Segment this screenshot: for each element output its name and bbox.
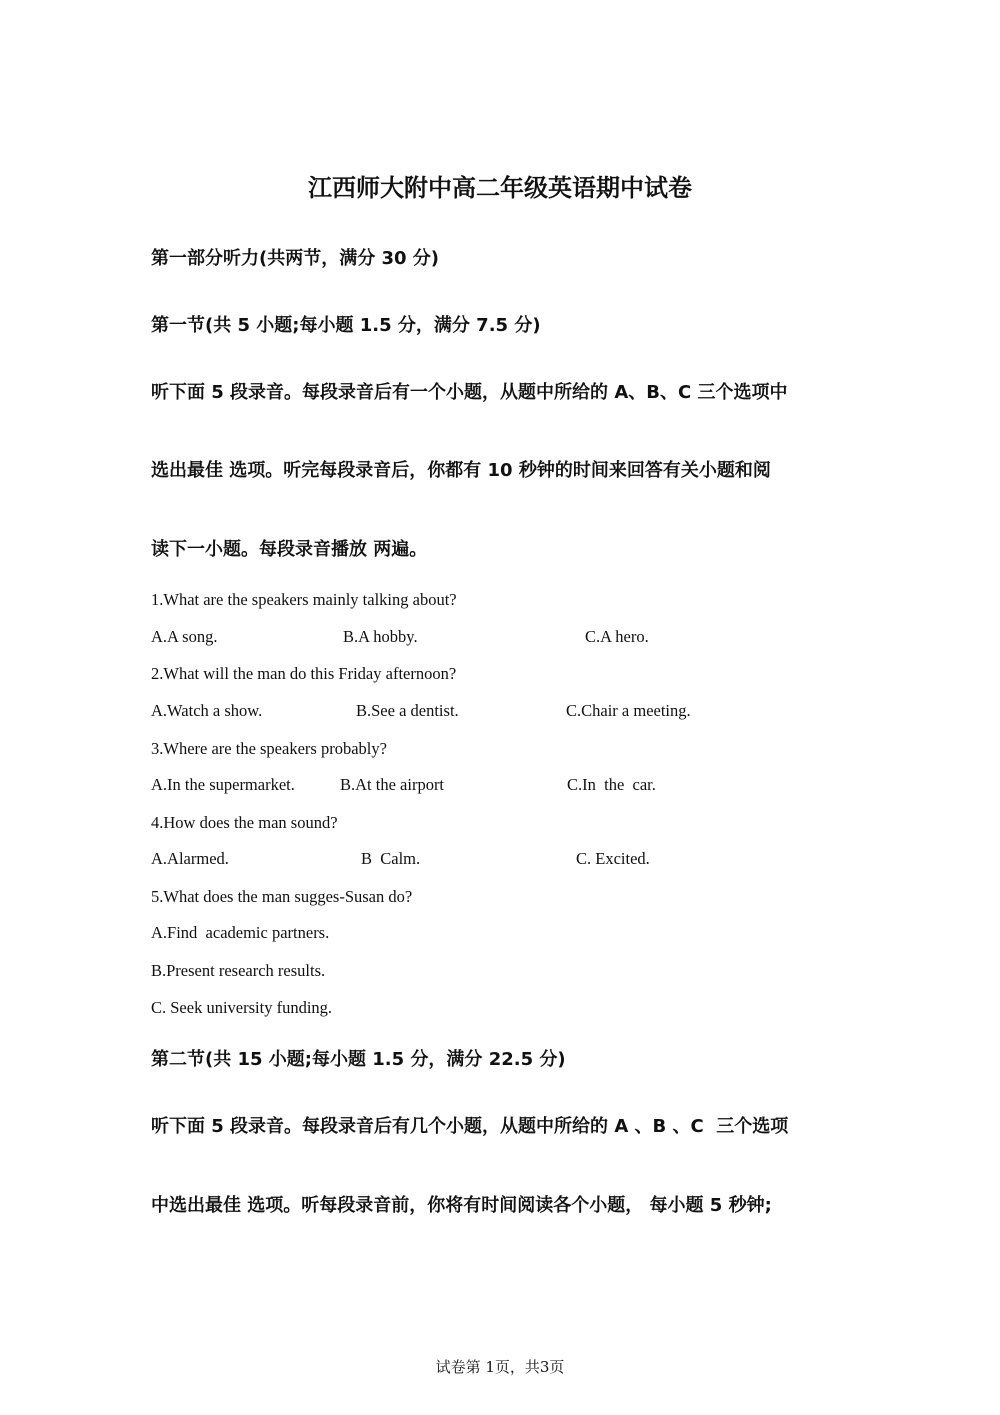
- question-1: 1.What are the speakers mainly talking about?: [151, 590, 457, 609]
- part1-heading: 第一部分听力(共两节，满分 30 分): [151, 248, 440, 269]
- q5-option-a: A.Find academic partners.: [151, 923, 330, 942]
- q1-option-c: C.A hero.: [585, 627, 649, 646]
- q2-option-b: B.See a dentist.: [356, 701, 459, 720]
- q1-option-a: A.A song.: [151, 627, 218, 646]
- q3-option-b: B.At the airport: [340, 775, 445, 794]
- q3-option-a: A.In the supermarket.: [151, 775, 295, 794]
- q2-option-c: C.Chair a meeting.: [566, 701, 691, 720]
- section1-instruction-line: 听下面 5 段录音。每段录音后有一个小题，从题中所给的 A、B、C 三个选项中: [151, 382, 788, 403]
- q5-option-c: C. Seek university funding.: [151, 998, 333, 1017]
- section1-heading: 第一节(共 5 小题;每小题 1.5 分，满分 7.5 分): [151, 315, 541, 336]
- question-4: 4.How does the man sound?: [151, 813, 338, 832]
- q3-option-c: C.In the car.: [567, 775, 656, 794]
- section2-instruction-line: 听下面 5 段录音。每段录音后有几个小题，从题中所给的 A 、B 、C 三个选项: [151, 1116, 789, 1137]
- question-2: 2.What will the man do this Friday afternoon?: [151, 664, 457, 683]
- q5-option-b: B.Present research results.: [151, 961, 326, 980]
- section2-heading: 第二节(共 15 小题;每小题 1.5 分，满分 22.5 分): [151, 1049, 566, 1070]
- q4-option-c: C. Excited.: [576, 849, 650, 868]
- section1-instruction-line: 读下一小题。每段录音播放 两遍。: [151, 539, 428, 560]
- q4-option-a: A.Alarmed.: [151, 849, 229, 868]
- question-5: 5.What does the man sugges-Susan do?: [151, 887, 413, 906]
- question-3: 3.Where are the speakers probably?: [151, 739, 387, 758]
- section2-instruction-line: 中选出最佳 选项。听每段录音前，你将有时间阅读各个小题， 每小题 5 秒钟;: [151, 1195, 772, 1216]
- section1-instruction-line: 选出最佳 选项。听完每段录音后，你都有 10 秒钟的时间来回答有关小题和阅: [151, 460, 771, 481]
- page-footer: 试卷第 1页，共3页: [435, 1358, 565, 1376]
- q1-option-b: B.A hobby.: [343, 627, 418, 646]
- q4-option-b: B Calm.: [361, 849, 421, 868]
- q2-option-a: A.Watch a show.: [151, 701, 263, 720]
- exam-title: 江西师大附中高二年级英语期中试卷: [308, 174, 692, 202]
